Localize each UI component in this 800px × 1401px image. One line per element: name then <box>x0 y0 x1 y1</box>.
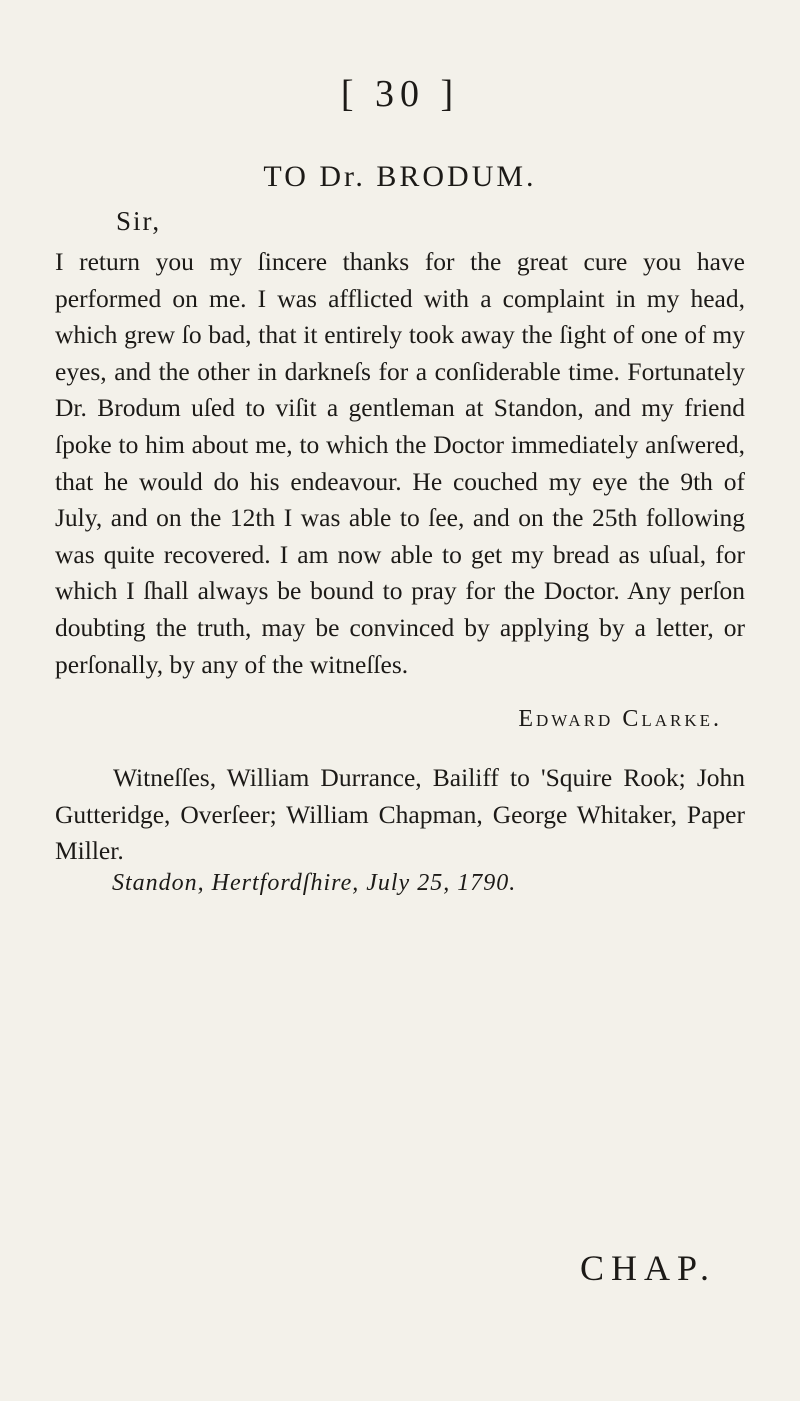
witnesses-list <box>55 760 745 870</box>
letter-body-paragraph: I return you my ſincere thanks for the great cure you have performed on me. I was afflicted with a complaint in my head, which grew ſo bad, that it entirely took away the ſight of one of my eyes, and the other in darkneſs for a conſiderable time. Fortunately Dr. Brodum uſed to viſit a gentleman at Standon, and my friend ſpoke to him about me, to which the Doctor immediately anſwered, that he would do his endeavour. He couched my eye the 9th of July, and on the 12th I was able to ſee, and on the 25th following was quite recovered. I am now able to get my bread as uſual, for which I ſhall always be bound to pray for the Doctor. Any perſon doubting the truth, may be convinced by applying by a letter, or perſonally, by any of the witneſſes. <box>55 247 745 679</box>
dateline: Standon, Hertfordſhire, July 25, 1790. <box>112 870 517 896</box>
letter-body <box>55 244 745 683</box>
page-number: [ 30 ] <box>340 73 460 115</box>
witnesses-paragraph: Witneſſes, William Durrance, Bailiff to 'Squire Rook; John Gutteridge, Overſeer; William Chapman, George Whitaker, Paper Miller. <box>55 763 745 866</box>
salutation: Sir, <box>116 206 162 236</box>
signature: Edward Clarke. <box>518 706 722 732</box>
catchword: CHAP. <box>579 1248 716 1288</box>
letter-heading: TO Dr. BRODUM. <box>263 160 537 193</box>
